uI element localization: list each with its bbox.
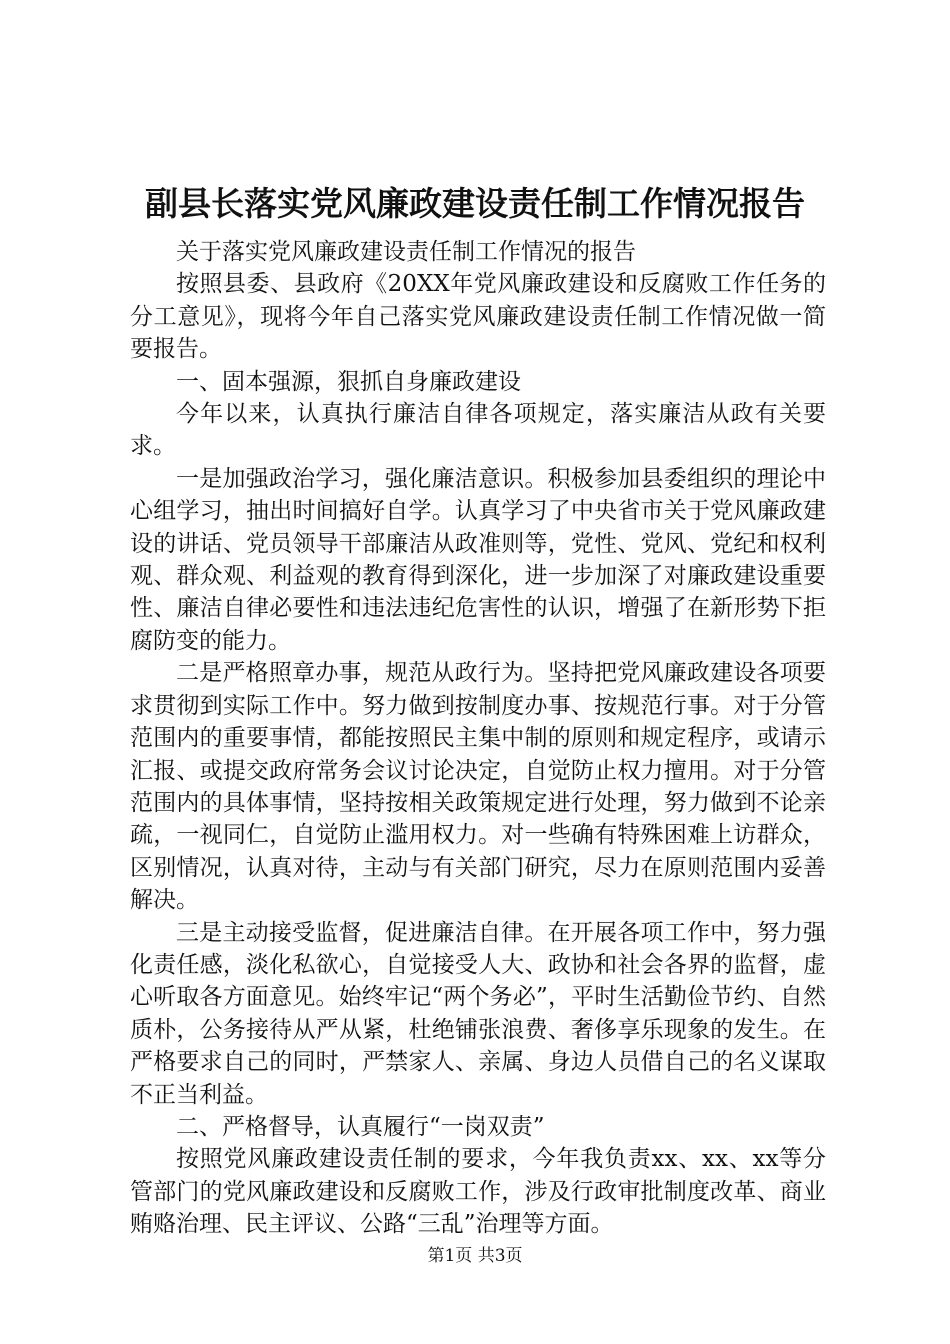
section-heading-1: 一、固本强源，狠抓自身廉政建设 — [176, 368, 521, 395]
section-heading-2: 二、严格督导，认真履行“一岗双责” — [176, 1113, 545, 1140]
report-heading: 关于落实党风廉政建设责任制工作情况的报告 — [176, 239, 636, 265]
document-title: 副县长落实党风廉政建设责任制工作情况报告 — [145, 184, 805, 223]
section-1-point-1: 一是加强政治学习，强化廉洁意识。积极参加县委组织的理论中心组学习，抽出时间搞好自学。认真学习了中央省市关于党风廉政建设的讲话、党员领导干部廉洁从政准则等，党性、党风、党纪和权利观、群众观、利益观的教育得到深化，进一步加深了对廉政建设重要性、廉洁自律必要性和违法违纪危害性的认识，增强了在新形势下拒腐防变的能力。 — [130, 465, 826, 654]
page-number-footer: 第1页 共3页 — [427, 1246, 523, 1266]
section-2-paragraph: 按照党风廉政建设责任制的要求，今年我负责xx、xx、xx等分管部门的党风廉政建设和反腐败工作，涉及行政审批制度改革、商业贿赂治理、民主评议、公路“三乱”治理等方面。 — [130, 1146, 826, 1238]
section-1-point-2: 二是严格照章办事，规范从政行为。坚持把党风廉政建设各项要求贯彻到实际工作中。努力做到按制度办事、按规范行事。对于分管范围内的重要事情，都能按照民主集中制的原则和规定程序，或请示汇报、或提交政府常务会议讨论决定，自觉防止权力擅用。对于分管范围内的具体事情，坚持按相关政策规定进行处理，努力做到不论亲疏，一视同仁，自觉防止滥用权力。对一些确有特殊困难上访群众，区别情况，认真对待，主动与有关部门研究，尽力在原则范围内妥善解决。 — [130, 660, 826, 914]
intro-paragraph: 按照县委、县政府《20XX年党风廉政建设和反腐败工作任务的分工意见》，现将今年自己落实党风廉政建设责任制工作情况做一简要报告。 — [130, 271, 826, 363]
document-body — [130, 236, 826, 1241]
section-1-intro: 今年以来，认真执行廉洁自律各项规定，落实廉洁从政有关要求。 — [130, 401, 826, 460]
section-1-point-3: 三是主动接受监督，促进廉洁自律。在开展各项工作中，努力强化责任感，淡化私欲心，自觉接受人大、政协和社会各界的监督，虚心听取各方面意见。始终牢记“两个务必”，平时生活勤俭节约、自然质朴，公务接待从严从紧，杜绝铺张浪费、奢侈享乐现象的发生。在严格要求自己的同时，严禁家人、亲属、身边人员借自己的名义谋取不正当利益。 — [130, 919, 826, 1108]
